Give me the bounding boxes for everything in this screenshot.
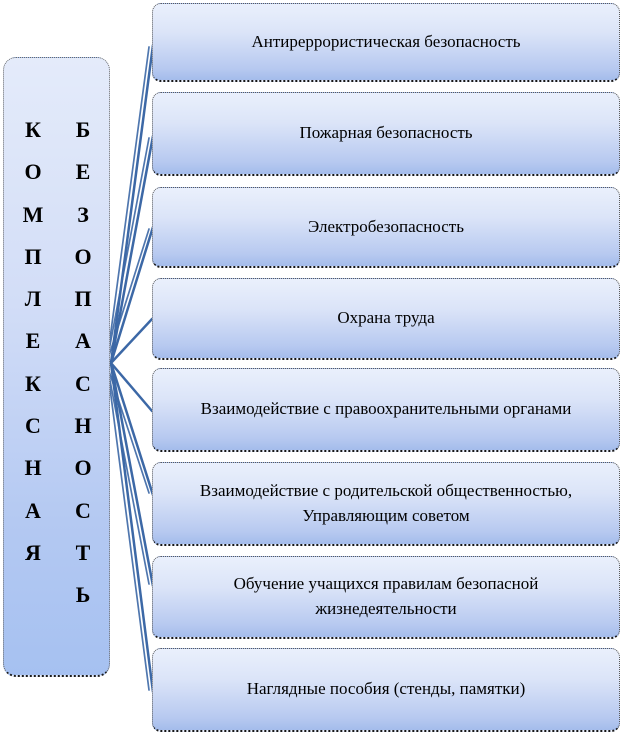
branch-box-parents-council [152,462,620,546]
hub-box [3,57,110,677]
hub-letter: Т [75,539,91,565]
hub-letter: Е [25,328,41,354]
hub-word-column-2 [63,109,103,617]
branch-label: Пожарная безопасность [299,123,473,143]
hub-letter: Н [74,413,92,439]
hub-letter: А [25,497,41,523]
branch-box-labor-protection [152,278,620,360]
hub-letter: Е [75,159,91,185]
connector-twin-3 [107,229,149,362]
connector-line-6 [111,363,153,495]
connector-line-3 [111,227,153,363]
branch-label: Обучение учащихся правилам безопасной жизнедеятельности [233,574,539,618]
hub-letter: Л [24,286,42,312]
hub-letter: С [75,497,91,523]
connector-twin-7 [107,365,149,584]
hub-letter: П [74,286,92,312]
branch-box-student-training [152,556,620,639]
hub-letter: М [22,201,44,227]
hub-letter: Я [25,539,41,565]
branch-label: Электробезопасность [308,216,464,236]
hub-letter: С [25,413,41,439]
hub-letter: Б [75,117,91,142]
branch-label: Охрана труда [337,308,435,328]
hub-letter: З [77,201,89,227]
connector-twin-6 [107,365,149,493]
branch-label: Антиреррористическая безопасность [251,31,521,51]
hub-letter: О [24,159,42,185]
hub-letter: К [25,370,41,396]
hub-letter: А [75,328,91,354]
connector-line-1 [111,45,153,363]
branch-box-visual-aids [152,648,620,732]
branch-label: Взаимодействие с правоохранительными органами [200,399,572,419]
hub-letter: О [74,243,92,269]
hub-letter: К [25,117,41,142]
hub-letter: Н [24,455,42,481]
hub-word-column-1 [13,109,53,574]
connector-twin-2 [107,138,149,361]
branch-box-electrical-safety [152,187,620,268]
branch-box-antiterror [152,3,620,82]
hub-letter: Ь [75,582,91,608]
branch-box-law-enforcement [152,368,620,452]
connector-twin-8 [107,365,149,690]
branch-box-fire-safety [152,92,620,176]
connector-line-4 [111,319,152,363]
connector-line-5 [111,363,152,411]
hub-letter: О [74,455,92,481]
connector-line-2 [111,136,153,363]
connector-line-8 [111,363,153,692]
connector-twin-1 [107,47,149,361]
hub-letter: П [24,243,42,269]
hub-letter: С [75,370,91,396]
branch-label: Взаимодействие с родительской общественностью, Управляющим советом [199,480,573,525]
branch-label: Наглядные пособия (стенды, памятки) [246,679,526,699]
connector-line-7 [111,363,153,586]
